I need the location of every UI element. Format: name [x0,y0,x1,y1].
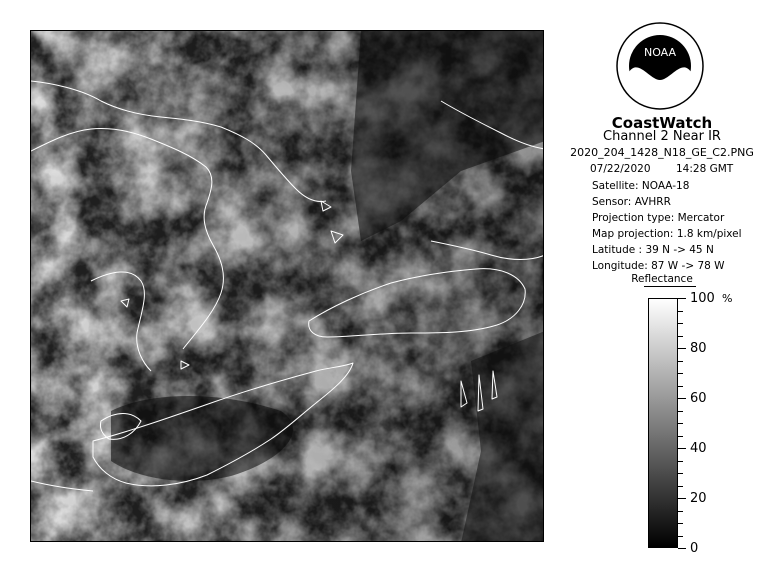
colorbar-tick [678,436,683,437]
colorbar-tick [678,298,686,299]
noaa-logo [616,22,704,110]
colorbar-tick [678,548,686,549]
metadata-sensor [592,196,671,208]
colorbar-tick [678,423,683,424]
colorbar-tick [678,536,683,537]
colorbar-label: 60 [690,391,707,406]
channel-name: Channel 2 Near IR [603,129,721,144]
noaa-logo-svg [616,22,704,110]
metadata-value: 39 N -> 45 N [645,244,714,256]
image-time: 14:28 GMT [676,163,734,175]
colorbar-tick [678,511,683,512]
colorbar-label: 40 [690,441,707,456]
image-date: 07/22/2020 [590,163,651,175]
metadata-value: 1.8 km/pixel [676,228,742,240]
metadata-label: Projection type: [592,212,675,224]
metadata-value: NOAA-18 [641,180,690,192]
metadata-label: Map projection: [592,228,674,240]
metadata-label: Satellite: [592,180,639,192]
colorbar-label: 80 [690,341,707,356]
colorbar-tick [678,473,683,474]
colorbar-tick [678,398,686,399]
colorbar-tick [678,523,683,524]
colorbar-tick [678,348,686,349]
colorbar-tick [678,498,686,499]
metadata-label: Longitude: [592,260,648,272]
legend-divider [644,286,696,287]
colorbar-tick [678,411,683,412]
colorbar-tick [678,448,686,449]
logo-text: NOAA [643,46,677,59]
colorbar-tick [678,323,683,324]
colorbar-tick [678,386,683,387]
colorbar-label: 0 [690,541,699,556]
colorbar-tick [678,461,683,462]
colorbar-label: 100 [690,291,715,306]
product-title: CoastWatch [611,114,713,132]
legend-title: Reflectance [631,273,693,285]
satellite-image [30,30,544,542]
metadata-value: 87 W -> 78 W [651,260,725,272]
metadata-value: AVHRR [634,196,671,208]
colorbar-tick [678,373,683,374]
colorbar-tick [678,486,683,487]
reflectance-colorbar [648,298,678,548]
image-shading [31,31,544,542]
metadata-value: Mercator [677,212,725,224]
metadata-map-projection [592,228,742,240]
metadata-projection-type [592,212,724,224]
colorbar-tick [678,311,683,312]
file-name: 2020_204_1428_N18_GE_C2.PNG [570,146,754,159]
colorbar-unit: % [722,292,733,305]
metadata-satellite [592,180,689,192]
satellite-image-svg [31,31,544,542]
metadata-latitude [592,244,714,256]
colorbar-ticks [678,291,738,556]
metadata-label: Sensor: [592,196,632,208]
metadata-longitude [592,260,725,272]
colorbar-label: 20 [690,491,707,506]
colorbar-tick [678,336,683,337]
colorbar-tick [678,361,683,362]
metadata-label: Latitude : [592,244,643,256]
